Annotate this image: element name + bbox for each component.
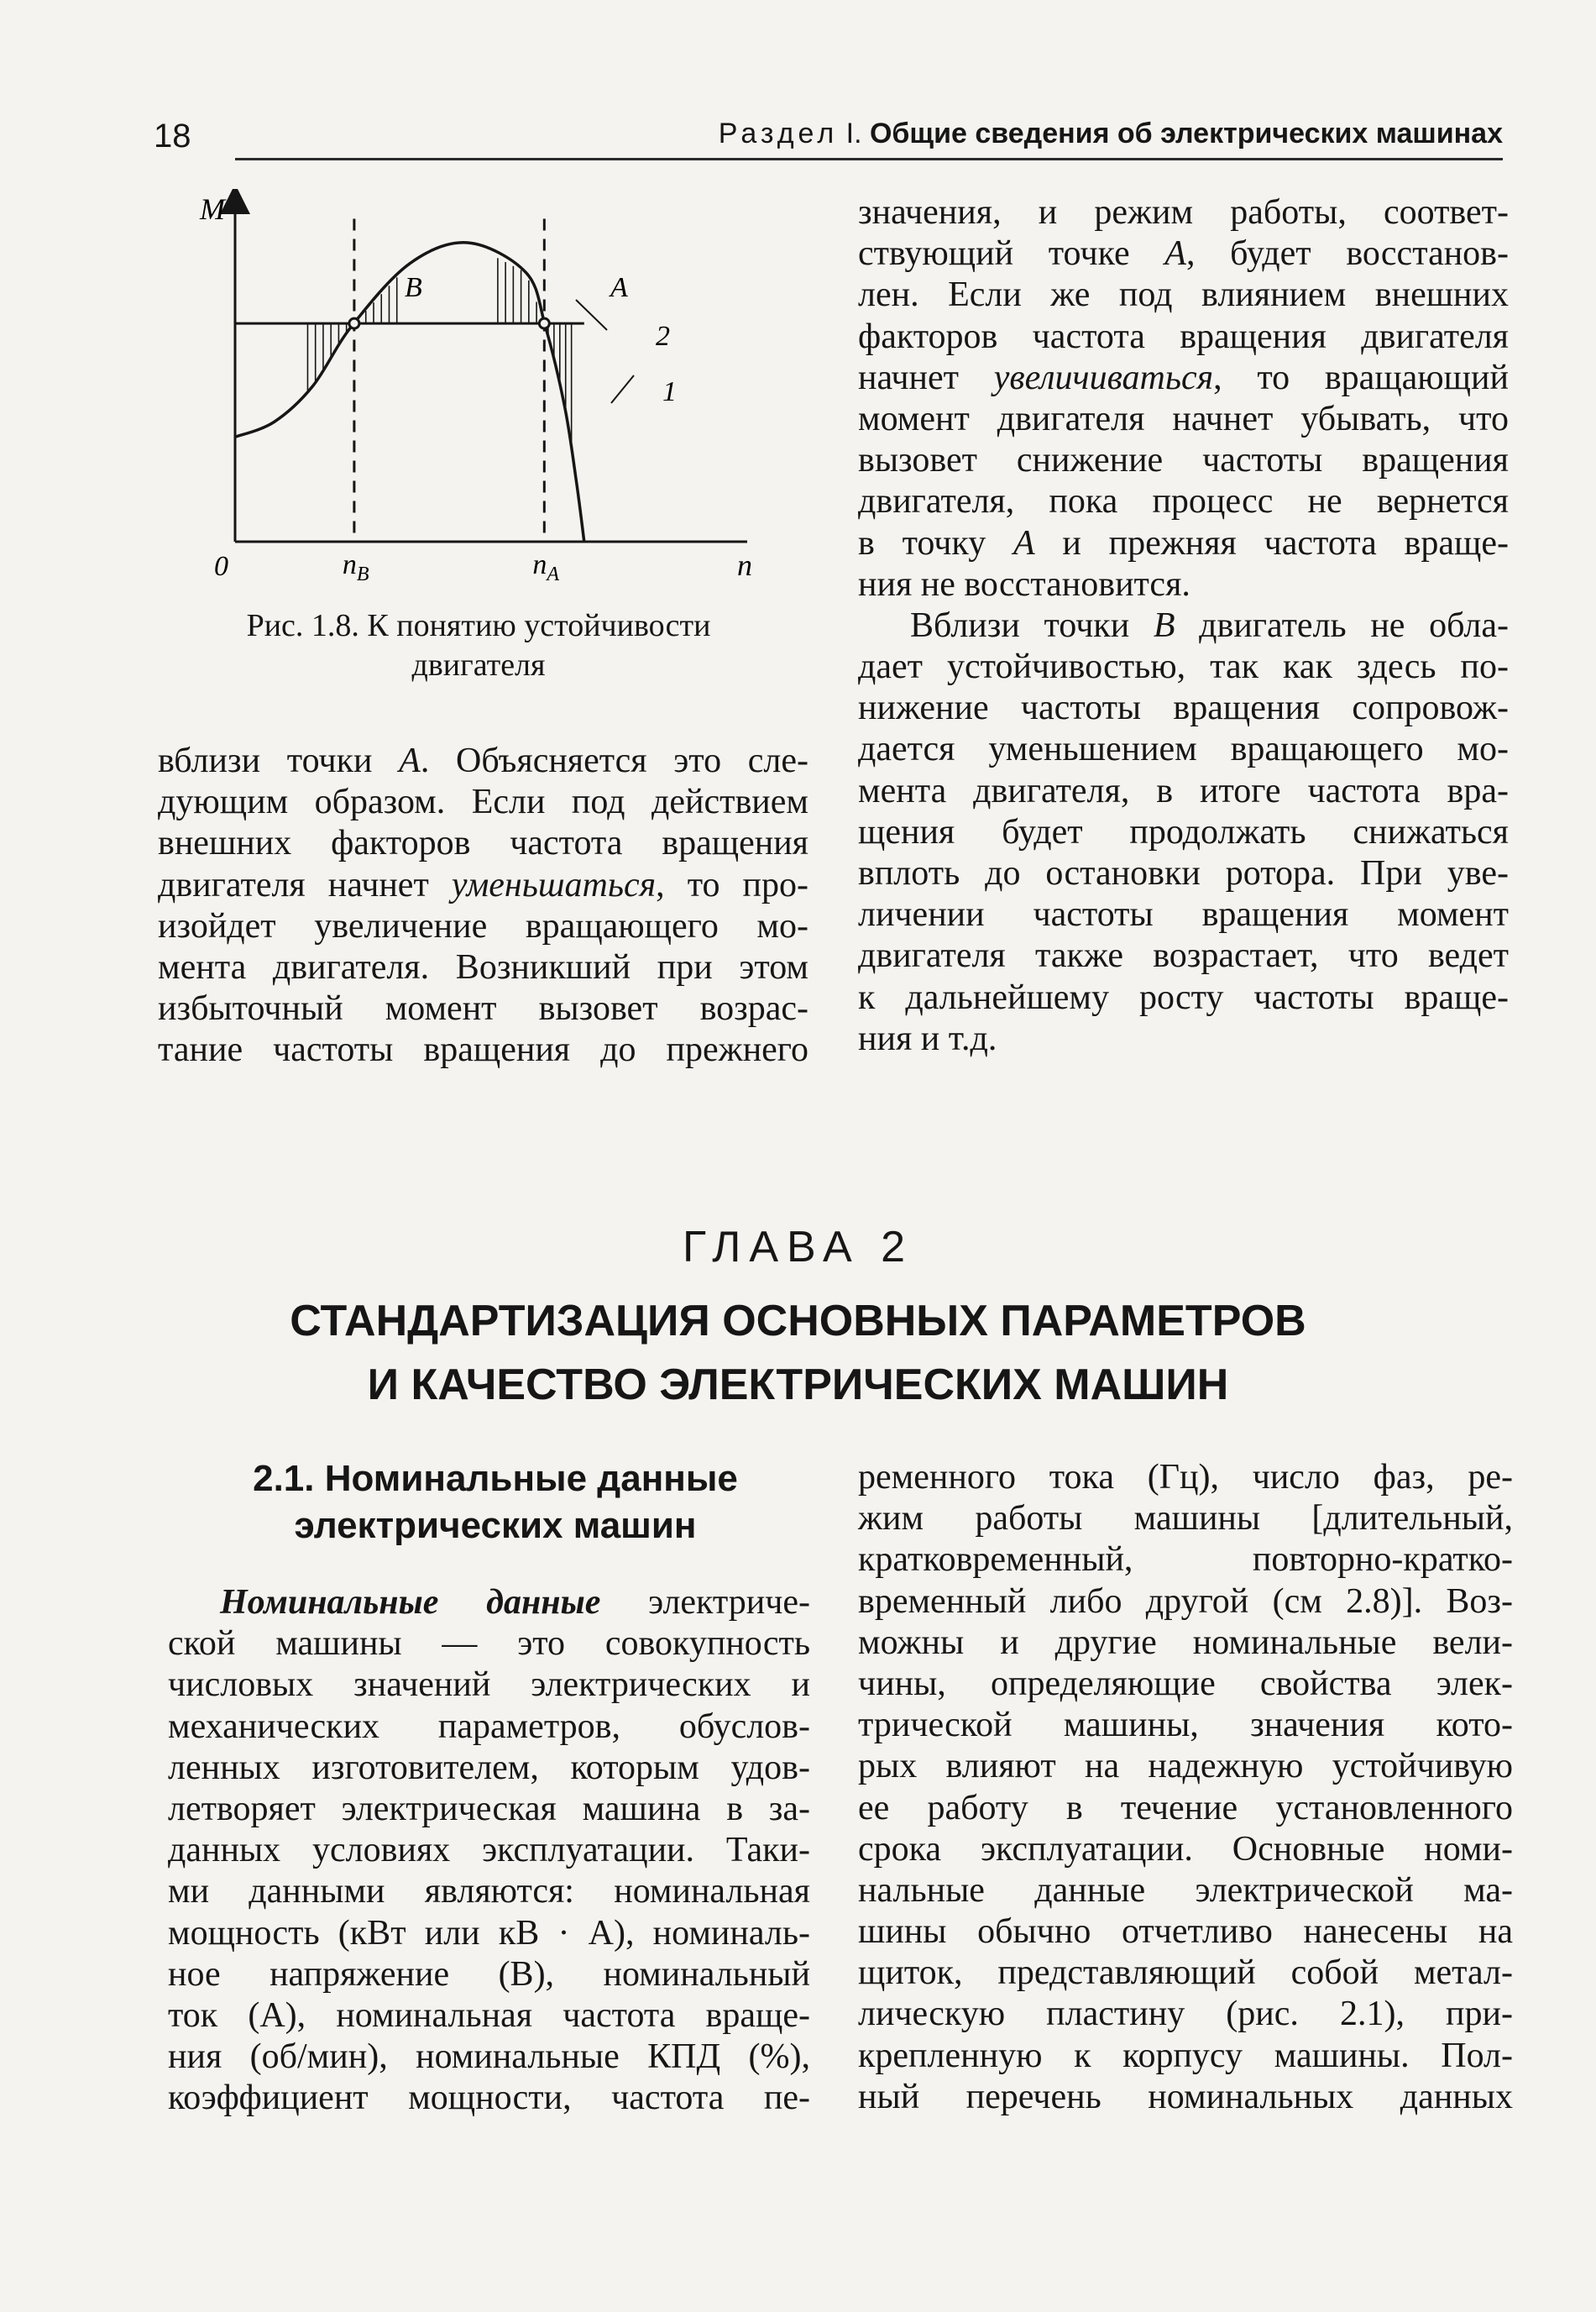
- text-line: ствующий точке А, будет восстанов-: [858, 234, 1510, 274]
- section-left-column: [168, 1582, 810, 2119]
- text-line: шины обычно отчетливо нанесены на: [858, 1912, 1513, 1952]
- point-label-b: B: [405, 272, 422, 303]
- text-line: изойдет увеличение вращающего мо-: [158, 906, 808, 946]
- text-line: данных условиях эксплуатации. Таки-: [168, 1831, 810, 1870]
- point-label-a: A: [610, 272, 628, 303]
- text-line: факторов частота вращения двигателя: [858, 317, 1509, 356]
- text-line: ния и т.д.: [858, 1019, 997, 1058]
- text-line: ток (А), номинальная частота враще-: [168, 1995, 810, 2035]
- running-head: [235, 118, 1503, 150]
- text-line: избыточный момент вызовет возрас-: [158, 989, 808, 1029]
- text-line: летворяет электрическая машина в за-: [168, 1789, 810, 1828]
- text-line: жим работы машины [длительный,: [858, 1499, 1513, 1539]
- text-line: мента двигателя. Возникший при этом: [158, 947, 808, 987]
- text-line: вплоть до остановки ротора. При уве-: [858, 854, 1509, 893]
- text-line: крепленную к корпусу машины. Пол-: [858, 2036, 1513, 2075]
- text-line: механических параметров, обуслов-: [168, 1706, 810, 1746]
- text-line: в точку А и прежняя частота враще-: [858, 523, 1509, 563]
- text-line: тание частоты вращения до прежнего: [158, 1030, 808, 1070]
- text-line: дает устойчивостью, так как здесь по-: [858, 647, 1509, 687]
- text-line: щиток, представляющий собой метал-: [858, 1953, 1513, 1993]
- section-right-column: [858, 1457, 1513, 2118]
- text-line: срока эксплуатации. Основные номи-: [858, 1829, 1513, 1869]
- curve-label-1: 1: [662, 376, 677, 407]
- hatching-lines: [307, 258, 571, 450]
- page-number: 18: [154, 118, 191, 155]
- text-line: мощность (кВт или кВ · А), номиналь-: [168, 1913, 810, 1953]
- text-line: начнет увеличиваться, то вращающий: [858, 358, 1509, 397]
- running-head-label: Раздел: [718, 118, 839, 149]
- text-line: временный либо другой (см 2.8)]. Воз-: [858, 1581, 1513, 1621]
- text-line: ное напряжение (В), номинальный: [168, 1954, 810, 1994]
- torque-chart: [193, 189, 781, 592]
- text-line: лическую пластину (рис. 2.1), при-: [858, 1995, 1513, 2034]
- leader-label-2: [576, 300, 607, 330]
- text-line: вблизи точки А. Объясняется это сле-: [158, 742, 808, 780]
- text-line: нальные данные электрической ма-: [858, 1870, 1513, 1910]
- leader-label-1: [611, 375, 634, 403]
- text-line: двигателя, пока процесс не вернется: [858, 482, 1509, 522]
- text-line: Вблизи точки В двигатель не обла-: [910, 606, 1509, 645]
- text-line: коэффициент мощности, частота пе-: [168, 2079, 810, 2118]
- chapter-title: [0, 1289, 1596, 1417]
- text-line: к дальнейшему росту частоты враще-: [858, 978, 1509, 1017]
- text-line: ее работу в течение установленного: [858, 1788, 1513, 1827]
- text-line: Номинальные данные электриче-: [220, 1583, 810, 1622]
- text-line: трической машины, значения кото-: [858, 1706, 1513, 1745]
- text-line: лен. Если же под влиянием внешних: [858, 275, 1509, 315]
- text-line: внешних факторов частота вращения: [158, 824, 808, 863]
- left-column-text: [158, 741, 808, 1072]
- point-b: [349, 318, 359, 328]
- text-line: ния не восстановится.: [858, 564, 1190, 604]
- origin-label: 0: [214, 551, 228, 582]
- text-line: числовых значений электрических и: [168, 1665, 810, 1705]
- text-line: мента двигателя, в итоге частота вра-: [858, 771, 1509, 810]
- text-line: двигателя также возрастает, что ведет: [858, 936, 1509, 976]
- right-column-text: [858, 192, 1509, 1060]
- curve-label-2: 2: [656, 321, 670, 352]
- figure-caption: [201, 606, 756, 685]
- text-line: личении частоты вращения момент: [858, 895, 1509, 935]
- text-line: дующим образом. Если под действием: [158, 783, 808, 822]
- text-line: чины, определяющие свойства элек-: [858, 1664, 1513, 1703]
- text-line: ской машины — это совокупность: [168, 1624, 810, 1664]
- text-line: ния (об/мин), номинальные КПД (%),: [168, 2037, 810, 2077]
- text-line: ленных изготовителем, которым удов-: [168, 1748, 810, 1787]
- text-line: двигателя начнет уменьшаться, то про-: [158, 865, 808, 904]
- text-line: нижение частоты вращения сопровож-: [858, 689, 1509, 728]
- text-line: значения, и режим работы, соответ-: [858, 193, 1509, 232]
- section-title-line: 2.1. Номинальные данные: [253, 1458, 738, 1499]
- chapter-title-line: И КАЧЕСТВО ЭЛЕКТРИЧЕСКИХ МАШИН: [367, 1360, 1229, 1409]
- section-title-line: электрических машин: [294, 1505, 697, 1546]
- text-line: ми данными являются: номинальная: [168, 1872, 810, 1911]
- tick-label-na: $n_A$: [532, 549, 559, 585]
- text-line: момент двигателя начнет убывать, что: [858, 399, 1509, 438]
- text-line: вызовет снижение частоты вращения: [858, 441, 1509, 480]
- caption-line: Рис. 1.8. К понятию устойчивости: [246, 608, 711, 643]
- x-axis-label: n: [737, 548, 752, 582]
- section-title: [168, 1455, 823, 1549]
- text-line: щения будет продолжать снижаться: [858, 812, 1509, 852]
- text-line: дается уменьшением вращающего мо-: [858, 730, 1509, 769]
- point-a: [539, 318, 549, 328]
- running-head-roman: I.: [845, 118, 862, 149]
- chapter-title-line: СТАНДАРТИЗАЦИЯ ОСНОВНЫХ ПАРАМЕТРОВ: [290, 1297, 1306, 1345]
- text-line: рых влияют на надежную устойчивую: [858, 1747, 1513, 1786]
- text-line: ременного тока (Гц), число фаз, ре-: [858, 1458, 1513, 1497]
- text-line: ный перечень номинальных данных: [858, 2077, 1513, 2116]
- text-line: можны и другие номинальные вели-: [858, 1623, 1513, 1662]
- y-axis-label: M: [200, 192, 225, 226]
- caption-line: двигателя: [411, 647, 546, 683]
- header-rule: [235, 158, 1503, 160]
- tick-label-nb: $n_B$: [342, 549, 369, 585]
- text-line: кратковременный, повторно-кратко-: [858, 1540, 1513, 1580]
- chapter-label: ГЛАВА 2: [682, 1223, 914, 1271]
- running-head-title: Общие сведения об электрических машинах: [869, 118, 1503, 149]
